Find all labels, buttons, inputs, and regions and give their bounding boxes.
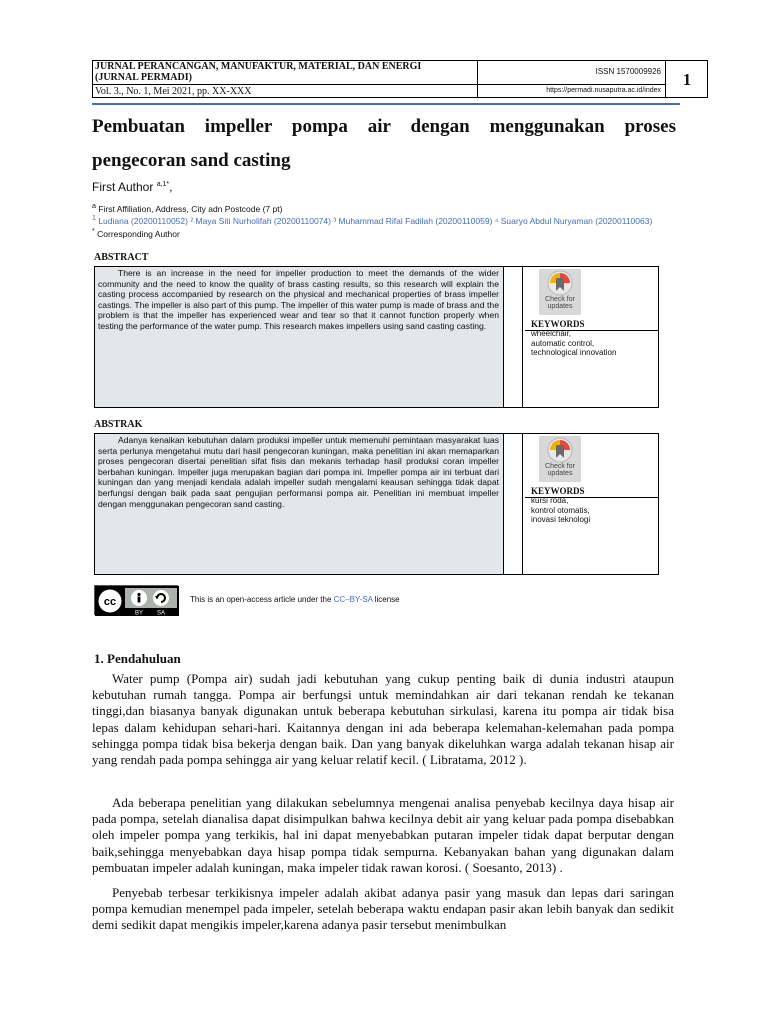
abstrak-keywords-panel — [525, 434, 659, 574]
body-paragraph: Water pump (Pompa air) sudah jadi kebutuhan yang cukup penting baik di dunia industri ataupun kebutuhan rumah tangga. Pompa air berfungsi untuk memindahkan air dari tekanan rendah ke tekanan tinggi,dan biasanya banyak digunakan untuk beberapa kebutuhan sirkulasi, karena itu pompa air tidak bisa lepas dalam kehidupan sehari-hari. Kaitannya dengan ini ada beberapa kelemahan-kelemahan pada pompa sehingga pompa tidak bisa bekerja dengan baik. Dan yang banyak dikeluhkan warga adalah tekanan hisap air yang rendah pada pompa sehingga air yang keluar relatif kecil. ( Libratama, 2012 ). — [92, 671, 674, 768]
journal-url[interactable]: https://permadi.nusaputra.ac.id/index — [478, 85, 666, 98]
keyword-item: inovasi teknologi — [531, 515, 591, 524]
author-suffix: , — [169, 180, 173, 194]
svg-text:cc: cc — [103, 596, 117, 608]
issn: ISSN 1570009926 — [478, 61, 666, 85]
abstract-keywords-heading: KEYWORDS — [531, 319, 585, 329]
affiliations — [92, 202, 692, 239]
check-for-updates-badge[interactable]: Check for updates — [539, 269, 581, 315]
cc-by-sa-logo[interactable] — [94, 585, 178, 615]
journal-name-line1: JURNAL PERANCANGAN, MANUFAKTUR, MATERIAL, DAN ENERGI — [95, 61, 422, 72]
page-number: 1 — [682, 70, 692, 89]
check-for-updates-icon — [547, 437, 573, 463]
keyword-item: wheelchair, — [531, 329, 572, 338]
abstrak-keywords-heading: KEYWORDS — [531, 486, 585, 496]
abstract-text-panel — [95, 267, 504, 407]
abstrak-label: ABSTRAK — [94, 419, 143, 430]
abstrak-text-panel — [95, 434, 504, 574]
author-sup: a,1* — [156, 181, 170, 188]
keyword-item: kontrol otomatis, — [531, 505, 590, 515]
license-statement: This is an open-access article under the CC–BY-SA license — [190, 595, 400, 604]
abstract-box — [94, 266, 659, 408]
abstrak-keywords-list — [531, 496, 590, 525]
abstract-label: ABSTRACT — [94, 252, 149, 263]
journal-name-line2: (JURNAL PERMADI) — [95, 72, 192, 83]
journal-header — [92, 60, 708, 98]
body-paragraph: Ada beberapa penelitian yang dilakukan sebelumnya mengenai analisa penyebab kecilnya daya hisap air pada pompa, setelah dianalisa dapat disimpulkan bahwa kecilnya debit air yang keluar pada pompa disebabkan oleh impeler pompa yang terkikis, hal ini dapat menyebabkan putaran impeler tidak dapat berputar dengan baik,sehingga menyebabkan daya hisap pompa tidak sempurna. Kebanyakan bahan yang digunakan dalam pembuatan impeler adalah kuningan, maka impeler tidak rawan korosi. ( Soesanto, 2013) . — [92, 795, 674, 875]
affiliation-a: $^a$ First Affiliation, Address, City adn Postcode (7 pt) — [92, 202, 283, 214]
check-for-updates-badge[interactable]: Check for updates — [539, 436, 581, 482]
section-heading: 1. Pendahuluan — [94, 651, 181, 666]
abstract-text: There is an increase in the need for impeller production to meet the demands of the wider community and the need to know the quality of brass casting results, so this research will explain the casting process accompanied by research on the physical and mechanical properties of brass impeller castings. The impeller is also part of this pump. The impeller of this water pump is made of brass and the problem is that the impeller has experienced wear and tear so that it cannot function properly when testing the performance of the water pump. This research makes impellers using sand casting casting. — [98, 268, 499, 331]
volume-info: Vol. 3., No. 1, Mei 2021, pp. XX-XXX — [93, 85, 478, 98]
abstract-spacer — [504, 267, 523, 407]
keyword-item: technological innovation — [531, 348, 617, 357]
body-paragraph: Penyebab terbesar terkikisnya impeler adalah akibat adanya pasir yang masuk dan lepas dari saringan pompa kemudian menempel pada impeler, setelah beberapa waktu endapan pasir akan lebih banyak dan sedikit demi sedikit dapat mengikis impeler,karena adanya pasir tersebut menimbulkan — [92, 885, 674, 933]
abstrak-text: Adanya kenaikan kebutuhan dalam produksi impeller untuk memenuhi pemintaan masyarakat luas serta perlunya mengetahui mutu dari hasil pengecoran kuningan, maka penelitian ini akan memaparkan proses pengecoran disertai penelitian sifat fisis dan mekanis terhadap hasil produksi coran impeller berbahan kuningan. Impeller juga merupakan bagian dari pompa ini. Impeller pompa air ini terbuat dari kuningan dan yang menjadi kendala adalah impeller sudah mengalami keausan sehingga tidak dapat berfungsi dengan baik pada saat pengujian performansi pompa air. Penelitian ini membuat impeller dengan menggunakan pengecoran sand casting. — [98, 435, 499, 509]
abstract-keywords-list — [531, 329, 616, 358]
corresponding-author: * Corresponding Author — [92, 226, 180, 239]
paper-title: Pembuatan impeller pompa air dengan menggunakan proses pengecoran sand casting — [92, 116, 676, 171]
header-divider — [92, 103, 680, 105]
cc-sa-label: SA — [156, 610, 166, 616]
abstract-keywords-panel — [525, 267, 659, 407]
keyword-item: kursi roda, — [531, 496, 569, 505]
affiliation-authors: $^1$ Ludiana (20200110052) ² Maya Siti Nurholifah (20200110074) ³ Muhammad Rifal Fadilah (20200110059) ⁴ Suaryo Abdul Nuryaman (20200110063) — [92, 214, 653, 227]
check-for-updates-icon — [547, 270, 573, 296]
journal-name-cell — [93, 61, 478, 85]
keyword-item: automatic control, — [531, 338, 595, 348]
author-line — [92, 180, 173, 194]
license-link[interactable]: CC–BY-SA — [333, 595, 373, 604]
author-name: First Author — [92, 180, 154, 194]
abstrak-spacer — [504, 434, 523, 574]
cc-by-label: BY — [134, 610, 144, 616]
abstrak-box — [94, 433, 659, 575]
